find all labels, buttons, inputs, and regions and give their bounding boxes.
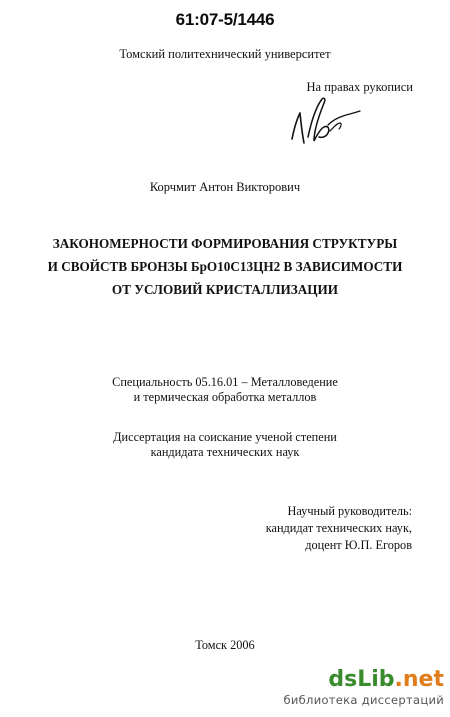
logo-net: net	[402, 667, 444, 692]
specialty-line: Специальность 05.16.01 – Металловедение	[112, 375, 338, 389]
degree-line: Диссертация на соискание ученой степени	[113, 430, 337, 444]
dslib-logo	[283, 668, 444, 692]
title-line: И СВОЙСТВ БРОНЗЫ БрО10С13ЦН2 В ЗАВИСИМОСТИ	[47, 259, 403, 274]
specialty-block	[0, 375, 450, 405]
degree-line: кандидата технических наук	[150, 445, 300, 459]
handwritten-signature	[284, 93, 364, 148]
supervisor-block	[266, 503, 412, 554]
degree-block	[0, 430, 450, 460]
logo-lib: Lib	[357, 667, 395, 692]
author-name: Корчмит Антон Викторович	[149, 180, 301, 194]
watermark-subtitle: библиотека диссертаций	[283, 693, 444, 707]
logo-ds: ds	[328, 667, 358, 692]
logo-dot: .	[394, 667, 403, 692]
title-line: ЗАКОНОМЕРНОСТИ ФОРМИРОВАНИЯ СТРУКТУРЫ	[52, 236, 398, 251]
title-line: ОТ УСЛОВИЙ КРИСТАЛЛИЗАЦИИ	[111, 282, 339, 297]
archive-stamp: 61:07-5/1446	[175, 10, 275, 29]
dissertation-title	[0, 232, 450, 301]
city-year: Томск 2006	[195, 638, 255, 652]
dslib-watermark[interactable]	[283, 668, 444, 707]
specialty-line: и термическая обработка металлов	[133, 390, 317, 404]
supervisor-line: кандидат технических наук,	[265, 521, 412, 535]
supervisor-line: Научный руководитель:	[287, 504, 412, 518]
university-name: Томский политехнический университет	[119, 47, 331, 61]
manuscript-rights-note: На правах рукописи	[306, 80, 413, 94]
supervisor-line: доцент Ю.П. Егоров	[305, 538, 412, 552]
